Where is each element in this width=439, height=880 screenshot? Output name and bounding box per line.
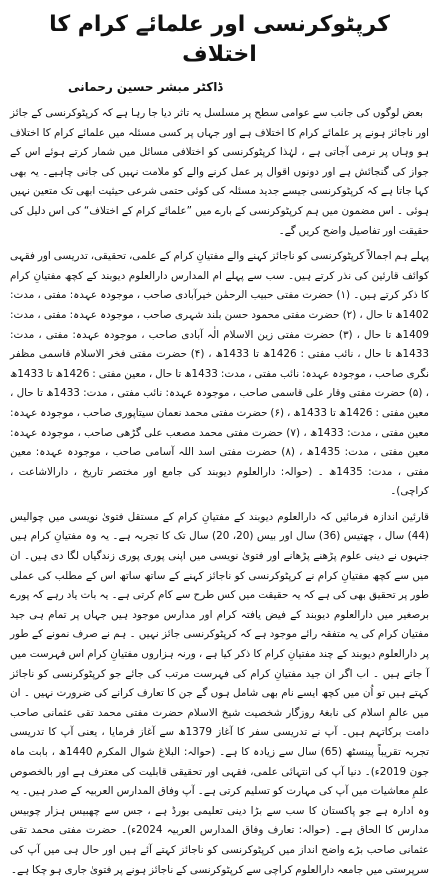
paragraph-intro: بعض لوگوں کی جانب سے عوامی سطح پر مسلسل یہ تاثر دیا جا رہا ہے کہ کرپٹوکرنسی کے جائز اور ناجائز ہونے پر علمائے کرام کا اختلاف ہے اور جہاں پر کسی مسئلہ میں علمائے کرام کا اختلاف ہو وہاں پر نرمی آجاتی ہے ، لہٰذا کرپٹوکرنسی کو اختلافی مسائل میں شمار کرتے ہوئے اس کے جواز کی گنجائش ہے اور دونوں اقوال پر عمل کرنے والے کو ملامت نہیں کی جانی چاہیے۔ یہ بھی کہا جاتا ہے کہ کرپٹوکرنسی جیسے جدید مسئلہ کی کوئی حتمی شرعی حیثیت ابھی تک متعین نہیں ہوئی ۔ اس مضمون میں ہم کرپٹوکرنسی کے بارے میں ”علمائے کرام کے اختلاف“ کی اس دلیل کی حقیقت اور تفاصیل واضح کریں گے۔ xyxy=(10,107,429,237)
paragraph-deoband-muftis: پہلے ہم اجمالاً کرپٹوکرنسی کو ناجائز کہنے والے مفتیانِ کرام کے علمی، تحقیقی، تدریسی اور فقہی کوائف قارئین کی نذر کرتے ہیں۔ سب سے پہلے ام المدارس دارالعلوم دیوبند کے کچھ مفتیانِ کرام کا ذکر کرتے ہیں۔ (۱) حضرت مفتی حبیب الرحمٰن خیرآبادی صاحب ، موجودہ عہدہ: مفتی ، مدت: 1402ھ تا حال ، (۲) حضرت مفتی محمود حسن بلند شہری صاحب ، موجودہ عہدہ: مفتی ، مدت: 1409ھ تا حال ، (۳) حضرت مفتی زین الاسلام الٰہ آبادی صاحب ، موجودہ عہدہ: مفتی ، مدت: 1433ھ تا حال ، نائب مفتی : 1426ھ تا 1433ھ ، (۴) حضرت مفتی فخر الاسلام قاسمی مظفر نگری صاحب ، موجودہ عہدہ: نائب مفتی ، مدت: 1433ھ تا حال ، معین مفتی : 1426ھ تا 1433ھ ، (۵) حضرت مفتی وقار علی قاسمی صاحب ، موجودہ عہدہ: نائب مفتی ، مدت: 1433ھ تا حال ، معین مفتی : 1426ھ تا 1433ھ ، (۶) حضرت مفتی محمد نعمان سیتاپوری صاحب ، موجودہ عہدہ: معین مفتی ، مدت: 1433ھ ، (۷) حضرت مفتی محمد مصعب علی گڑھی صاحب ، موجودہ عہدہ: معین مفتی ، مدت: 1435ھ ، (۸) حضرت مفتی اسد اللہ آسامی صاحب ، موجودہ عہدہ: معین مفتی ، مدت: 1435ھ ۔ (حوالہ: دارالعلوم دیوبند کی جامع اور مختصر تاریخ ، دارالاشاعت ، کراچی)۔ xyxy=(10,250,430,498)
author-name: ڈاکٹر مبشر حسین رحمانی xyxy=(68,80,223,94)
article-title: کرپٹوکرنسی اور علمائے کرام کا اختلاف xyxy=(49,12,390,67)
paragraph-experience: قارئین اندازہ فرمائیں کہ دارالعلوم دیوبند کے مفتیانِ کرام کے مستقل فتویٰ نویسی میں چوالیس (44) سال ، چھتیس (36) سال اور بیس (20، 20) سال تک کا تجربہ ہے۔ یہ وہ مفتیانِ کرام ہیں جنہوں نے دینی علوم پڑھنے پڑھانے اور فتویٰ نویسی میں اپنی پوری پوری زندگیاں لگا دی ہیں۔ ان میں سے کچھ مفتیانِ کرام نے کرپٹوکرنسی کو ناجائز کہنے کے ساتھ ساتھ اس کے مطلب کی عملی طور پر تحقیق بھی کی ہے کہ یہ حقیقت میں کس طرح سے کام کرتی ہے۔ یہ بات یاد رہے کہ پورے برصغیر میں دارالعلوم دیوبند کے فیض یافتہ کرام اور مدارس موجود ہیں جہاں پر تمام ہی جید مفتیان کرام کی یہ متفقہ رائے موجود ہے کہ کرپٹوکرنسی جائز نہیں ۔ ہم نے صرف نمونے کے طور پر دارالعلوم دیوبند کے چند مفتیانِ کرام کا ذکر کیا ہے ، ورنہ ہزاروں مفتیانِ کرام اس فہرست میں آ جاتے ہیں ۔ اب اگر ان جید مفتیانِ کرام کی فہرست مرتب کی جائے جو کرپٹوکرنسی کو ناجائز کہتے ہیں تو اُن میں کچھ ایسے نام بھی شامل ہوں گے جن کا تعارف کرانے کی ضرورت نہیں ۔ ان میں عالمِ اسلام کی نابغۂ روزگار شخصیت شیخ الاسلام حضرت مفتی محمد تقی عثمانی صاحب دامت برکاتہم ہیں۔ آپ نے تدریسی سفر کا آغاز 1379ھ سے آغاز فرمایا ، یعنی آپ کا تدریسی تجربہ تقریباً پینسٹھ (65) سال سے زیادہ کا ہے۔ (حوالہ: البلاغ شوال المکرم 1440ھ ، بابت ماہ جون 2019ء)۔ دنیا آپ کی انتہائی علمی، فقہی اور تحقیقی قابلیت کی معترف ہے اور بالخصوص علمِ معاشیات میں آپ کی مہارت کو تسلیم کرتی ہے۔ آپ وفاق المدارس العربیہ کے صدر ہیں۔ یہ وہ ادارہ ہے جو پاکستان کا سب سے بڑا دینی تعلیمی بورڈ ہے ، جس سے چھبیس ہزار چوبیس مدارس کا الحاق ہے۔ (حوالہ: تعارف وفاق المدارس العربیہ 2024ء)۔ حضرت مفتی محمد تقی عثمانی صاحب بڑے واضح انداز میں کرپٹوکرنسی کو ناجائز کہتے آئے ہیں اور حال ہی میں آپ کی سرپرستی میں جامعہ دارالعلوم کراچی سے کرپٹوکرنسی کے ناجائز ہونے پر فتویٰ جاری ہو چکا ہے۔ xyxy=(10,510,430,876)
author-byline xyxy=(10,80,429,94)
